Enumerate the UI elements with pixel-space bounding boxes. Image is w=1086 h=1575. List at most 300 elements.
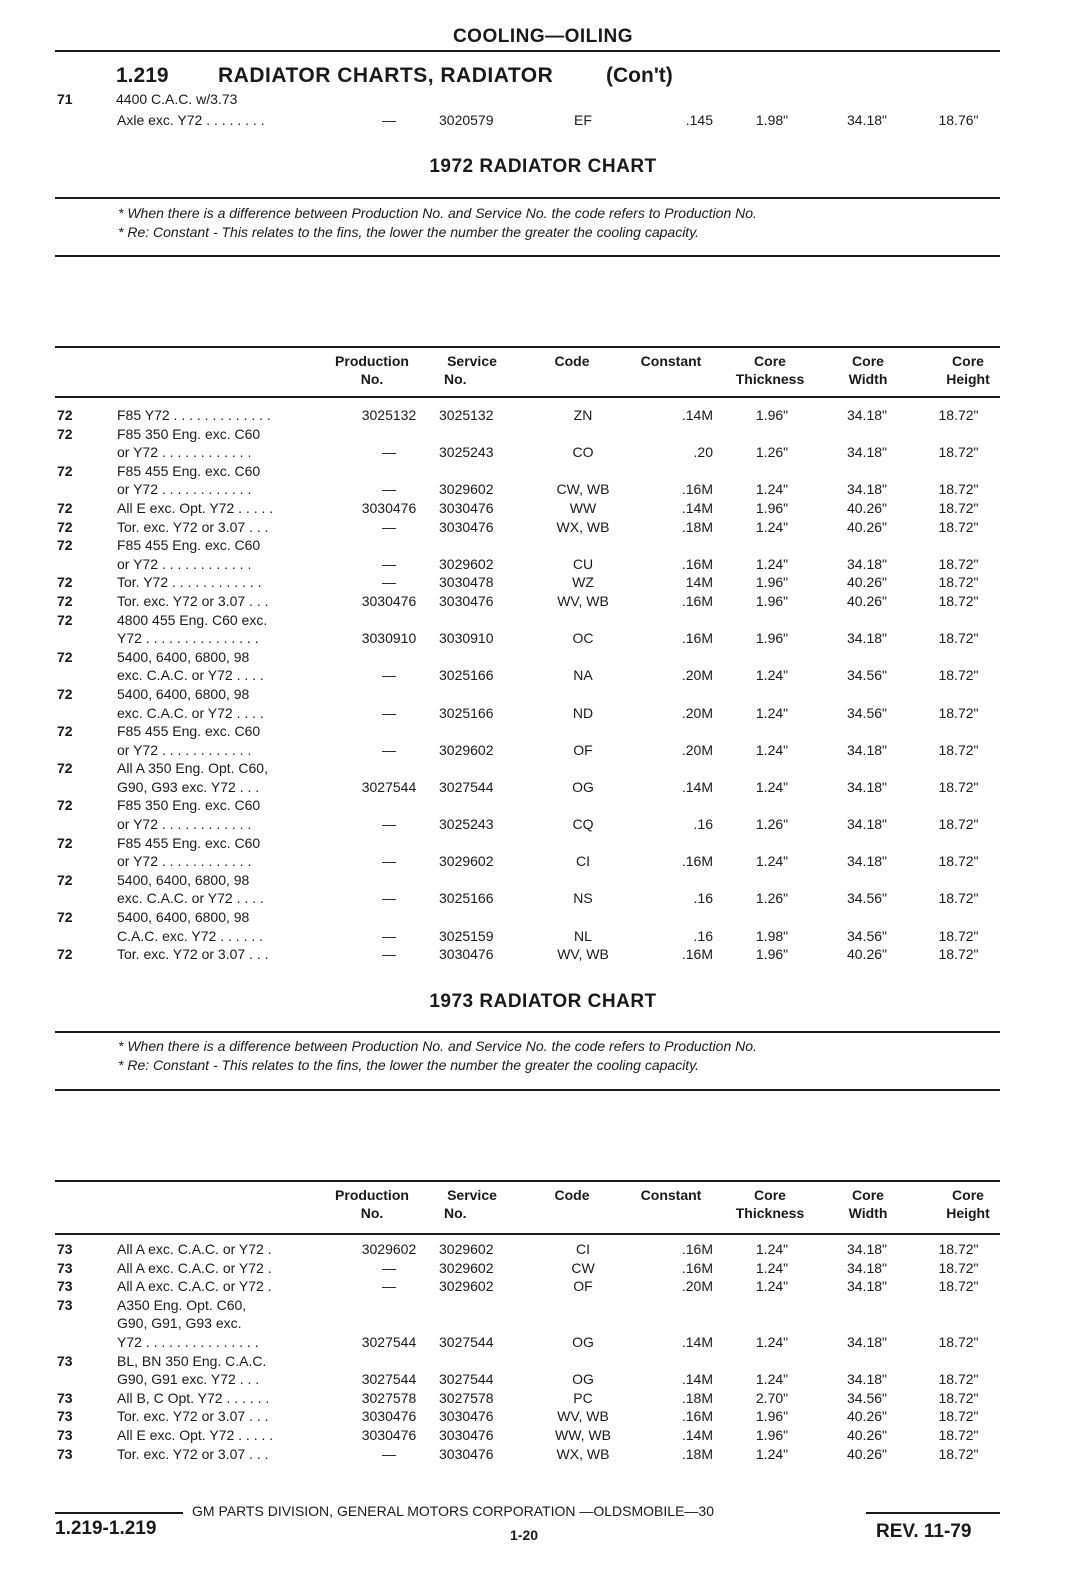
core-height [917,759,1000,778]
table-row [55,1259,1000,1278]
core-height [917,425,1000,444]
table-row [55,666,1000,685]
model: F85 455 Eng. exc. C60 [117,462,261,479]
core-height-header: Core [952,1187,984,1203]
core-height [917,834,1000,853]
year: 72 [57,946,73,963]
code: OG [572,778,594,795]
core-height: 18.72" [938,407,979,423]
code: NA [573,667,593,684]
production-no-header: Production [335,1187,409,1203]
model: or Y72 . . . . . . . . . . . . [117,555,252,572]
service-no: 3030476 [439,1408,494,1425]
core-height [917,611,1000,630]
service-no: 3025243 [439,816,494,833]
constant [627,834,727,853]
service-no: 3030476 [439,518,494,535]
production-no: — [382,667,396,684]
core-width: 40.26" [846,518,887,535]
core-thickness: 1.24" [755,778,789,795]
constant: .16 [693,890,713,907]
table-row [55,1389,1000,1408]
core-height: 18.72" [938,816,979,833]
model: Axle exc. Y72 . . . . . . . . [117,112,265,128]
constant: .16M [681,1259,713,1276]
chart-1973-notes-top-rule [55,1031,1000,1033]
code: ND [572,704,594,721]
core-width: 34.56" [846,927,887,944]
constant [627,1352,727,1371]
production-no: — [382,518,396,535]
service-no: 3025166 [439,667,494,684]
service-no [439,871,539,890]
code: OF [573,1278,593,1295]
production-no: 3029602 [361,1241,417,1257]
footer-right-rule [866,1512,1000,1514]
production-no [339,759,439,778]
core-width: 34.18" [846,112,887,128]
chart-1973-table [55,1240,1000,1463]
core-width [817,908,917,927]
code: WW [569,499,597,516]
model: Tor. Y72 . . . . . . . . . . . . [117,574,262,591]
core-width: 34.18" [846,1333,887,1350]
code [539,796,627,815]
production-no: — [382,704,396,721]
year: 72 [57,574,73,591]
production-no: 3027544 [361,1333,417,1350]
table-row [55,741,1000,760]
table-row [55,443,1000,462]
year [55,815,117,834]
core-thickness: 1.26" [755,890,789,907]
constant: .145 [685,112,713,128]
core-height [917,871,1000,890]
constant: .16M [681,946,713,963]
core-height [917,685,1000,704]
table-row [55,685,1000,704]
service-no: 3030476 [439,1426,494,1443]
code: EF [574,112,592,128]
core-width [817,834,917,853]
core-thickness [727,722,817,741]
code [539,1314,627,1333]
core-height: 18.72" [938,1389,979,1406]
table-row [55,480,1000,499]
code: WV, WB [557,592,609,609]
production-no [339,796,439,815]
service-no [439,1314,539,1333]
core-width: 34.18" [846,778,887,795]
chart-1973-notes-bottom-rule [55,1089,1000,1091]
table-row [55,778,1000,797]
constant: .14M [681,1371,713,1388]
core-thickness: 1.24" [755,481,789,498]
table-row [55,927,1000,946]
core-height: 18.72" [938,741,979,758]
core-width: 34.18" [846,407,887,423]
service-no: 3027544 [439,1333,494,1350]
chart-1972-header-bottom-rule [55,396,1000,398]
core-width: 40.26" [846,946,887,963]
constant [627,796,727,815]
model: 5400, 6400, 6800, 98 [117,685,250,702]
core-thickness [727,759,817,778]
table-row [55,945,1000,964]
core-thickness: 1.24" [755,1333,789,1350]
core-height [917,462,1000,481]
core-thickness [727,1296,817,1315]
code: CW [571,1259,595,1276]
chart-1972-header-top-rule [55,346,1000,348]
constant [627,759,727,778]
constant [627,1296,727,1315]
constant: .14M [681,778,713,795]
core-width: 34.18" [846,853,887,870]
core-thickness: 1.24" [755,704,789,721]
page-header: COOLING—OILING [452,26,634,47]
year: 72 [57,797,73,814]
model: exc. C.A.C. or Y72 . . . . [117,704,264,721]
service-no [439,425,539,444]
service-no: 3029602 [439,555,494,572]
code: OG [572,1333,594,1350]
core-thickness: 1.96" [755,630,789,647]
service-no: 3029602 [439,741,494,758]
production-no [339,425,439,444]
core-width [817,722,917,741]
production-no [339,685,439,704]
year: 72 [57,723,73,740]
core-width: 34.18" [846,630,887,647]
constant [627,1314,727,1333]
constant [627,722,727,741]
core-thickness: 1.24" [755,1371,789,1388]
service-no: 3030478 [439,574,494,591]
production-no: 3027544 [361,1371,417,1388]
year [55,480,117,499]
table-row [55,499,1000,518]
production-no [339,462,439,481]
model: All A exc. C.A.C. or Y72 . [117,1278,272,1295]
code: WW, WB [555,1426,611,1443]
table-row [55,704,1000,723]
core-width: 40.26" [846,1426,887,1443]
model: All E exc. Opt. Y72 . . . . . [117,499,274,516]
model: C.A.C. exc. Y72 . . . . . . [117,927,264,944]
table-row [55,555,1000,574]
chart-1973-note-2: * Re: Constant - This relates to the fins, the lower the number the greater the cooling capacity. [118,1057,700,1073]
year [55,852,117,871]
service-no [439,908,539,927]
model: F85 Y72 . . . . . . . . . . . . . [117,407,271,423]
production-no [339,908,439,927]
model: or Y72 . . . . . . . . . . . . [117,853,252,870]
core-width [817,796,917,815]
core-height [917,536,1000,555]
year: 72 [57,425,73,442]
core-height-header: Core [952,353,984,369]
year: 73 [57,1296,73,1313]
production-no: — [382,946,396,963]
table-row [55,834,1000,853]
year [55,1370,117,1389]
service-no: 3027544 [439,1371,494,1388]
core-thickness [727,796,817,815]
production-no: — [382,444,396,461]
code [539,536,627,555]
core-thickness: 1.96" [755,592,789,609]
production-no [339,722,439,741]
table-row [55,759,1000,778]
year [55,704,117,723]
core-height: 18.72" [938,630,979,647]
table-row [55,796,1000,815]
core-width-header: Core [852,353,884,369]
core-thickness [727,908,817,927]
core-width [817,536,917,555]
service-no: 3029602 [439,853,494,870]
code: OG [572,1371,594,1388]
model: 5400, 6400, 6800, 98 [117,648,250,665]
code: CI [576,853,590,870]
service-no: 3029602 [439,1241,494,1257]
chart-1972-notes-top-rule [55,197,1000,199]
model: Tor. exc. Y72 or 3.07 . . . [117,518,269,535]
core-thickness: 1.24" [755,1278,789,1295]
core-height: 18.72" [938,555,979,572]
section-number: 1.219 [116,64,169,87]
core-height [917,908,1000,927]
core-width: 34.18" [846,1371,887,1388]
core-width [817,425,917,444]
year [55,741,117,760]
code [539,462,627,481]
year: 72 [57,760,73,777]
core-thickness: 1.96" [755,1426,789,1443]
core-height: 18.72" [938,1241,979,1257]
constant [627,871,727,890]
core-height [917,796,1000,815]
code: CW, WB [556,481,610,498]
core-thickness: 1.24" [755,741,789,758]
code-header: Code [554,353,590,369]
table-row [55,1370,1000,1389]
core-height: 18.72" [938,1333,979,1350]
model: G90, G91 exc. Y72 . . . [117,1371,260,1388]
table-row [55,815,1000,834]
model: 4800 455 Eng. C60 exc. [117,611,268,628]
constant [627,908,727,927]
code: WX, WB [556,1445,610,1462]
model: F85 455 Eng. exc. C60 [117,537,261,554]
service-no: 3029602 [439,1278,494,1295]
core-width [817,1296,917,1315]
core-thickness: 1.24" [755,853,789,870]
year [55,1333,117,1352]
core-width: 34.18" [846,1278,887,1295]
year: 73 [57,1408,73,1425]
table-row [55,1296,1000,1315]
year: 72 [57,518,73,535]
constant: .20 [693,444,713,461]
core-thickness [727,536,817,555]
core-thickness: 1.24" [755,1445,789,1462]
service-no [439,462,539,481]
table-row [55,1277,1000,1296]
table-row [55,648,1000,667]
constant: .20M [681,704,713,721]
chart-1973-title: 1973 RADIATOR CHART [429,991,657,1012]
production-no: — [382,890,396,907]
header-rule [55,50,1000,52]
code: CI [576,1241,590,1257]
chart-1973-header-bottom-rule [55,1233,1000,1235]
code: CU [572,555,594,572]
model: G90, G93 exc. Y72 . . . [117,778,260,795]
code [539,425,627,444]
production-no: 3027544 [361,778,417,795]
table-row [55,1314,1000,1333]
core-thickness: 1.96" [755,1408,789,1425]
production-no: 3027578 [361,1389,417,1406]
year: 72 [57,499,73,516]
core-height: 18.72" [938,444,979,461]
section-continued: (Con't) [606,64,673,87]
continued-entry-model-line1: 4400 C.A.C. w/3.73 [116,91,238,107]
service-no: 3025166 [439,890,494,907]
core-height: 18.72" [938,499,979,516]
model: 5400, 6400, 6800, 98 [117,909,250,926]
production-no: 3030476 [361,499,417,516]
model: or Y72 . . . . . . . . . . . . [117,444,252,461]
year: 72 [57,909,73,926]
core-height: 18.72" [938,890,979,907]
constant: .16M [681,1241,713,1257]
production-no [339,536,439,555]
core-height: 18.72" [938,518,979,535]
year: 73 [57,1352,73,1369]
service-no: 3030476 [439,1445,494,1462]
constant: .14M [681,1426,713,1443]
table-row [55,1352,1000,1371]
table-row [55,1240,1000,1259]
core-height: 18.72" [938,481,979,498]
service-no [439,611,539,630]
production-no: — [382,741,396,758]
table-row [55,1407,1000,1426]
core-thickness-header: Core [754,1187,786,1203]
table-row [55,406,1000,425]
model: G90, G91, G93 exc. [117,1315,242,1332]
production-no [339,871,439,890]
constant [627,425,727,444]
footer-revision: REV. 11-79 [876,1521,972,1542]
core-width [817,871,917,890]
core-width: 34.18" [846,1259,887,1276]
constant: .18M [681,1445,713,1462]
chart-1972-note-1: * When there is a difference between Production No. and Service No. the code refers to Production No. [118,205,757,221]
core-thickness [727,1314,817,1333]
core-width: 34.18" [846,444,887,461]
chart-1972-note-2: * Re: Constant - This relates to the fins, the lower the number the greater the cooling capacity. [118,224,700,240]
core-width-header: Core [852,1187,884,1203]
year: 72 [57,871,73,888]
model: Tor. exc. Y72 or 3.07 . . . [117,1408,269,1425]
service-no [439,834,539,853]
constant: .16 [693,816,713,833]
core-width: 40.26" [846,574,887,591]
core-thickness [727,648,817,667]
model: or Y72 . . . . . . . . . . . . [117,741,252,758]
table-row [55,573,1000,592]
code: CO [572,444,594,461]
service-no-header: Service [447,353,497,369]
service-no: 3025243 [439,444,494,461]
year: 72 [57,685,73,702]
code [539,834,627,853]
constant: .16 [693,927,713,944]
core-height [917,1352,1000,1371]
model: exc. C.A.C. or Y72 . . . . [117,890,264,907]
core-width: 34.56" [846,890,887,907]
code: OF [573,741,593,758]
model: Tor. exc. Y72 or 3.07 . . . [117,946,269,963]
production-no: — [382,574,396,591]
service-no [439,1296,539,1315]
constant: .16M [681,630,713,647]
production-no-header: Production [335,353,409,369]
service-no: 3030476 [439,592,494,609]
production-no: 3030476 [361,1408,417,1425]
model: All A 350 Eng. Opt. C60, [117,760,268,777]
core-thickness: 1.96" [755,574,789,591]
code-header: Code [554,1187,590,1203]
chart-1972-notes-bottom-rule [55,255,1000,257]
core-width: 34.18" [846,741,887,758]
table-row [55,1445,1000,1464]
code: NS [573,890,593,907]
core-width [817,685,917,704]
production-no [339,1296,439,1315]
constant [627,611,727,630]
core-width: 34.56" [846,1389,887,1406]
production-no: — [382,555,396,572]
service-no [439,685,539,704]
code [539,722,627,741]
core-thickness: 1.96" [755,946,789,963]
table-row [55,722,1000,741]
code [539,759,627,778]
constant: 14M [685,574,713,591]
model: All E exc. Opt. Y72 . . . . . [117,1426,274,1443]
core-width: 34.18" [846,1241,887,1257]
year [55,927,117,946]
core-width: 40.26" [846,1408,887,1425]
code: WX, WB [556,518,610,535]
core-width: 40.26" [846,499,887,516]
core-width [817,648,917,667]
core-height: 18.72" [938,927,979,944]
model: exc. C.A.C. or Y72 . . . . [117,667,264,684]
core-width: 34.18" [846,555,887,572]
year [55,629,117,648]
core-thickness: 1.96" [755,499,789,516]
table-row [55,629,1000,648]
model: All B, C Opt. Y72 . . . . . . [117,1389,270,1406]
constant [627,462,727,481]
constant [627,536,727,555]
